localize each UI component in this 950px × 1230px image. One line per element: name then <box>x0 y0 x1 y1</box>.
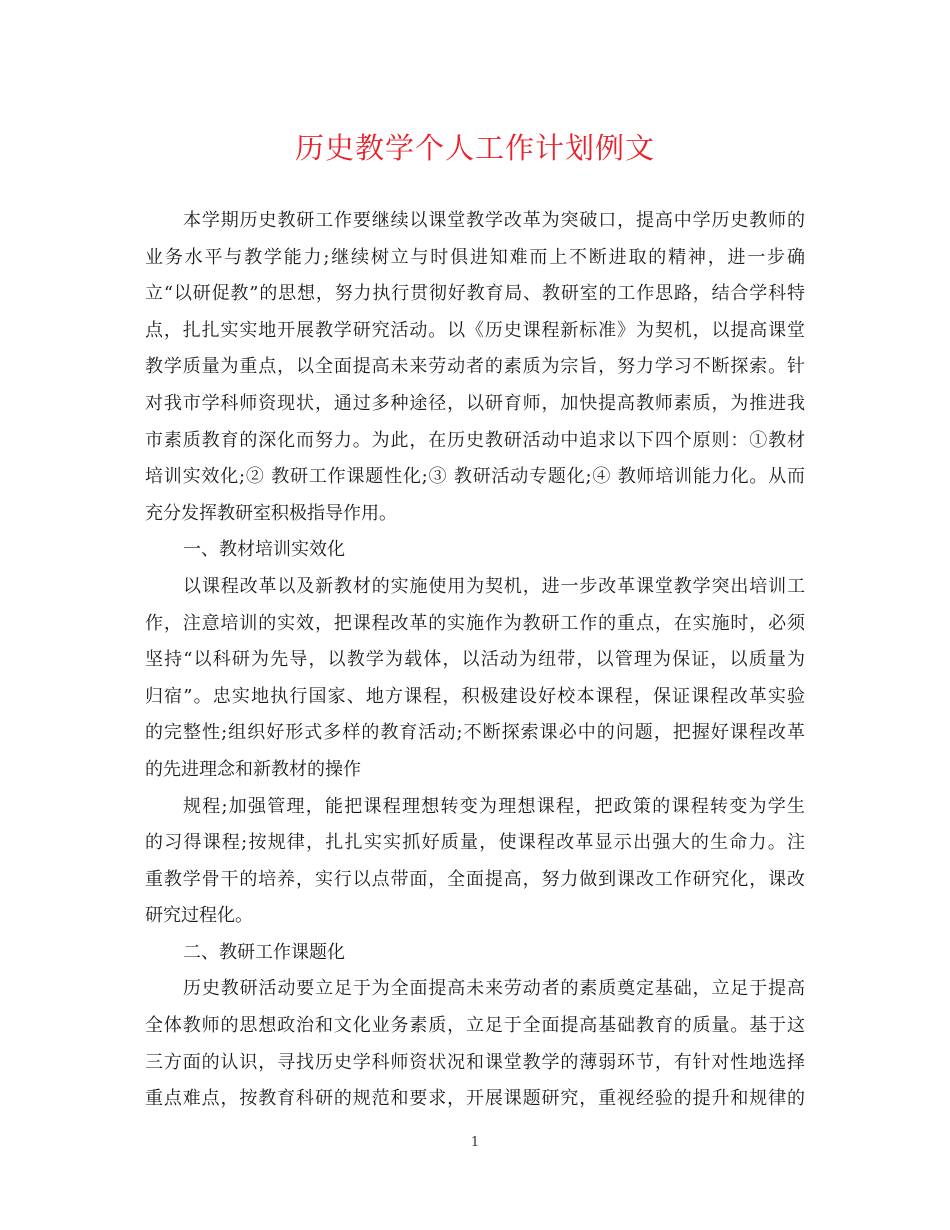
text-line: 立“以研促教”的思想，努力执行贯彻好教育局、教研室的工作思路，结合学科特 <box>145 283 805 305</box>
document-title: 历史教学个人工作计划例文 <box>294 131 655 165</box>
text-line: 业务水平与教学能力;继续树立与时俱进知难而上不断进取的精神，进一步确 <box>145 246 805 268</box>
text-line: 一、教材培训实效化 <box>183 539 345 561</box>
text-line: 培训实效化;② 教研工作课题性化;③ 教研活动专题化;④ 教师培训能力化。从而 <box>145 466 805 488</box>
text-line: 的先进理念和新教材的操作 <box>145 758 361 780</box>
text-line: 二、教研工作课题化 <box>183 941 345 963</box>
text-line: 本学期历史教研工作要继续以课堂教学改革为突破口，提高中学历史教师的 <box>183 210 805 231</box>
text-line: 的完整性;组织好形式多样的教育活动;不断探索课必中的问题，把握好课程改革 <box>145 722 805 744</box>
text-line: 教学质量为重点，以全面提高未来劳动者的素质为宗旨，努力学习不断探索。针 <box>145 356 805 378</box>
text-line: 的习得课程;按规律，扎扎实实抓好质量，使课程改革显示出强大的生命力。注 <box>145 832 805 854</box>
text-line: 充分发挥教研室积极指导作用。 <box>145 502 397 524</box>
text-line: 重教学骨干的培养，实行以点带面，全面提高，努力做到课改工作研究化，课改 <box>145 868 805 890</box>
text-line: 作，注意培训的实效，把课程改革的实施作为教研工作的重点，在实施时，必须 <box>145 612 805 634</box>
text-line: 点，扎扎实实地开展教学研究活动。以《历史课程新标准》为契机，以提高课堂 <box>145 319 805 341</box>
text-line: 对我市学科师资现状，通过多种途径，以研育师，加快提高教师素质，为推进我 <box>145 392 805 414</box>
text-line: 三方面的认识，寻找历史学科师资状况和课堂教学的薄弱环节，有针对性地选择 <box>145 1051 805 1073</box>
document-body <box>145 203 805 1118</box>
text-line: 全体教师的思想政治和文化业务素质，立足于全面提高基础教育的质量。基于这 <box>145 1015 805 1037</box>
text-line: 以课程改革以及新教材的实施使用为契机，进一步改革课堂教学突出培训工 <box>183 575 805 597</box>
text-line: 重点难点，按教育科研的规范和要求，开展课题研究，重视经验的提升和规律的 <box>145 1088 805 1110</box>
text-line: 历史教研活动要立足于为全面提高未来劳动者的素质奠定基础，立足于提高 <box>183 978 805 1000</box>
text-line: 研究过程化。 <box>145 905 253 927</box>
page-number: 1 <box>470 1135 480 1150</box>
text-line: 市素质教育的深化而努力。为此，在历史教研活动中追求以下四个原则：①教材 <box>145 429 805 451</box>
text-line: 坚持“以科研为先导，以教学为载体，以活动为纽带，以管理为保证，以质量为 <box>145 649 805 671</box>
text-line: 归宿”。忠实地执行国家、地方课程，积极建设好校本课程，保证课程改革实验 <box>145 685 805 707</box>
text-line: 规程;加强管理，能把课程理想转变为理想课程，把政策的课程转变为学生 <box>183 795 805 817</box>
